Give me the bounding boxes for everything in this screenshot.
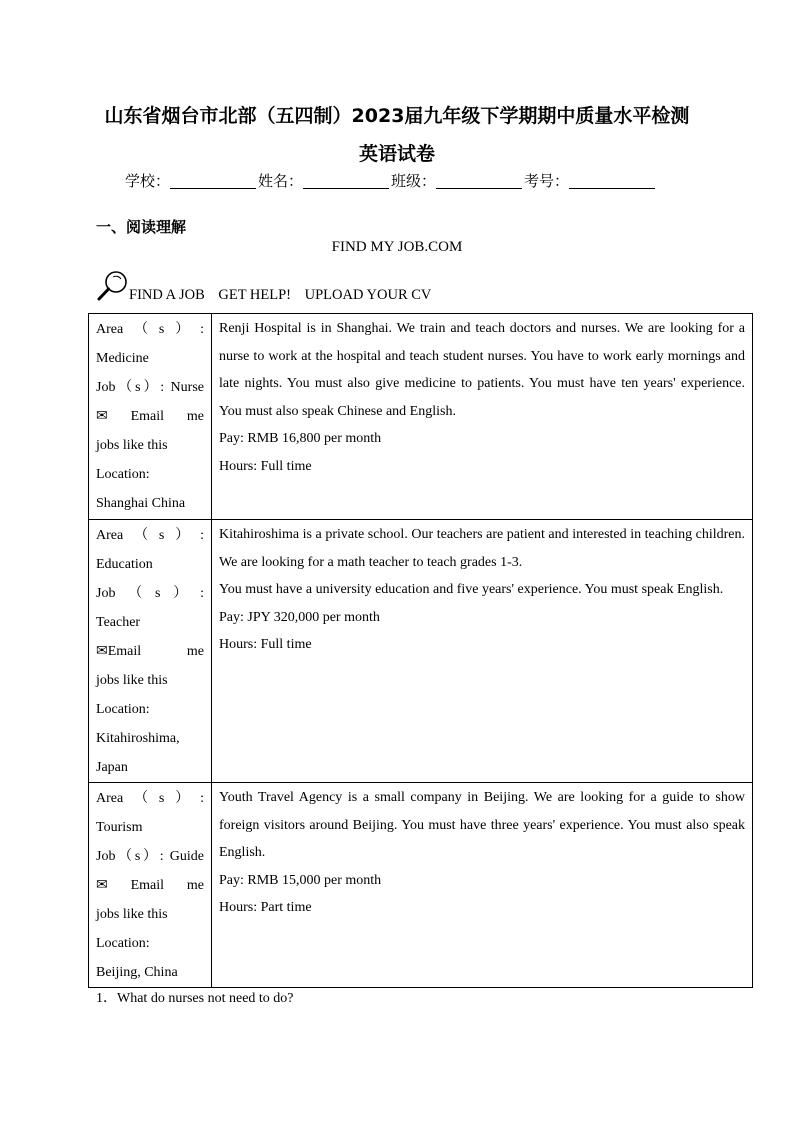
area-label: Area（s）: xyxy=(96,322,204,337)
job-description xyxy=(212,783,753,988)
student-info-line xyxy=(125,170,725,191)
location-label: Location: xyxy=(96,467,150,482)
job-description xyxy=(212,314,753,520)
email-me-link[interactable]: ✉ Email me xyxy=(96,409,204,424)
name-label: 姓名： xyxy=(258,172,304,190)
name-blank[interactable] xyxy=(303,174,389,189)
site-nav xyxy=(96,270,596,302)
email-label: Email me xyxy=(130,409,204,424)
class-label: 班级： xyxy=(391,172,437,190)
area-label: Area（s）: xyxy=(96,791,204,806)
site-name: FIND MY JOB.COM xyxy=(331,239,463,255)
area-value: Education xyxy=(96,557,153,572)
jobs-table xyxy=(88,313,753,988)
email-label: Email me xyxy=(130,878,204,893)
job-pay: Pay: JPY 320,000 per month xyxy=(219,609,380,625)
job-hours: Hours: Part time xyxy=(219,900,312,916)
location-value: Beijing, China xyxy=(96,965,178,980)
job-pay: Pay: RMB 16,800 per month xyxy=(219,431,382,447)
location-label: Location: xyxy=(96,936,150,951)
number-blank[interactable] xyxy=(569,174,655,189)
number-label: 考号： xyxy=(524,172,570,190)
email-label: Email me xyxy=(107,644,204,659)
job-row-guide xyxy=(89,783,753,988)
job-row-nurse xyxy=(89,314,753,520)
location-value-2: Japan xyxy=(96,760,128,775)
email-me-link[interactable]: ✉ Email me xyxy=(96,878,204,893)
job-row-teacher xyxy=(89,520,753,783)
question-1: 1．What do nurses not need to do? xyxy=(96,991,294,1006)
nav-find-a-job[interactable]: FIND A JOB xyxy=(129,287,205,303)
nav-get-help[interactable]: GET HELP! xyxy=(218,287,292,303)
job-hours: Hours: Full time xyxy=(219,637,312,653)
exam-title: 山东省烟台市北部（五四制）2023届九年级下学期期中质量水平检测 xyxy=(104,105,690,127)
job-label: Job（s）: xyxy=(96,586,204,601)
magnifier-icon[interactable] xyxy=(96,270,130,302)
job-pay: Pay: RMB 15,000 per month xyxy=(219,872,382,888)
job-text: Kitahiroshima is a private school. Our teachers are patient and interested in teaching children. We are looking for a math teacher to teach grades 1-3. xyxy=(219,527,745,570)
school-label: 学校： xyxy=(125,172,171,190)
section-title: 一、阅读理解 xyxy=(96,218,187,236)
job-label: Job（s）: Guide xyxy=(96,849,204,864)
area-label: Area（s）: xyxy=(96,528,204,543)
job-meta xyxy=(89,520,212,783)
job-meta xyxy=(89,783,212,988)
job-description xyxy=(212,520,753,783)
exam-subtitle: 英语试卷 xyxy=(358,143,435,165)
job-text: Renji Hospital is in Shanghai. We train and teach doctors and nurses. We are looking for a nurse to work at the hospital and teach student nurses. You have to work early mornings and late nights. You must also give medicine to patients. You must have ten years' experience. You must also speak Chinese and English. xyxy=(219,321,745,419)
job-hours: Hours: Full time xyxy=(219,458,312,474)
location-value: Shanghai China xyxy=(96,496,186,511)
class-blank[interactable] xyxy=(436,174,522,189)
email-tail: jobs like this xyxy=(96,907,168,922)
job-value: Teacher xyxy=(96,615,141,630)
email-me-link[interactable]: ✉Email me xyxy=(96,644,204,659)
job-text: Youth Travel Agency is a small company in Beijing. We are looking for a guide to show foreign visitors around Beijing. You must have three years' experience. You must also speak English. xyxy=(219,790,745,861)
location-label: Location: xyxy=(96,702,150,717)
nav-upload-cv[interactable]: UPLOAD YOUR CV xyxy=(304,287,432,303)
job-text-2: You must have a university education and five years' experience. You must speak English. xyxy=(219,582,724,598)
job-label: Job（s）: Nurse xyxy=(96,380,204,395)
area-value: Medicine xyxy=(96,351,149,366)
school-blank[interactable] xyxy=(170,174,256,189)
email-tail: jobs like this xyxy=(96,673,168,688)
area-value: Tourism xyxy=(96,820,143,835)
job-meta xyxy=(89,314,212,520)
location-value: Kitahiroshima, xyxy=(96,731,180,746)
email-tail: jobs like this xyxy=(96,438,168,453)
